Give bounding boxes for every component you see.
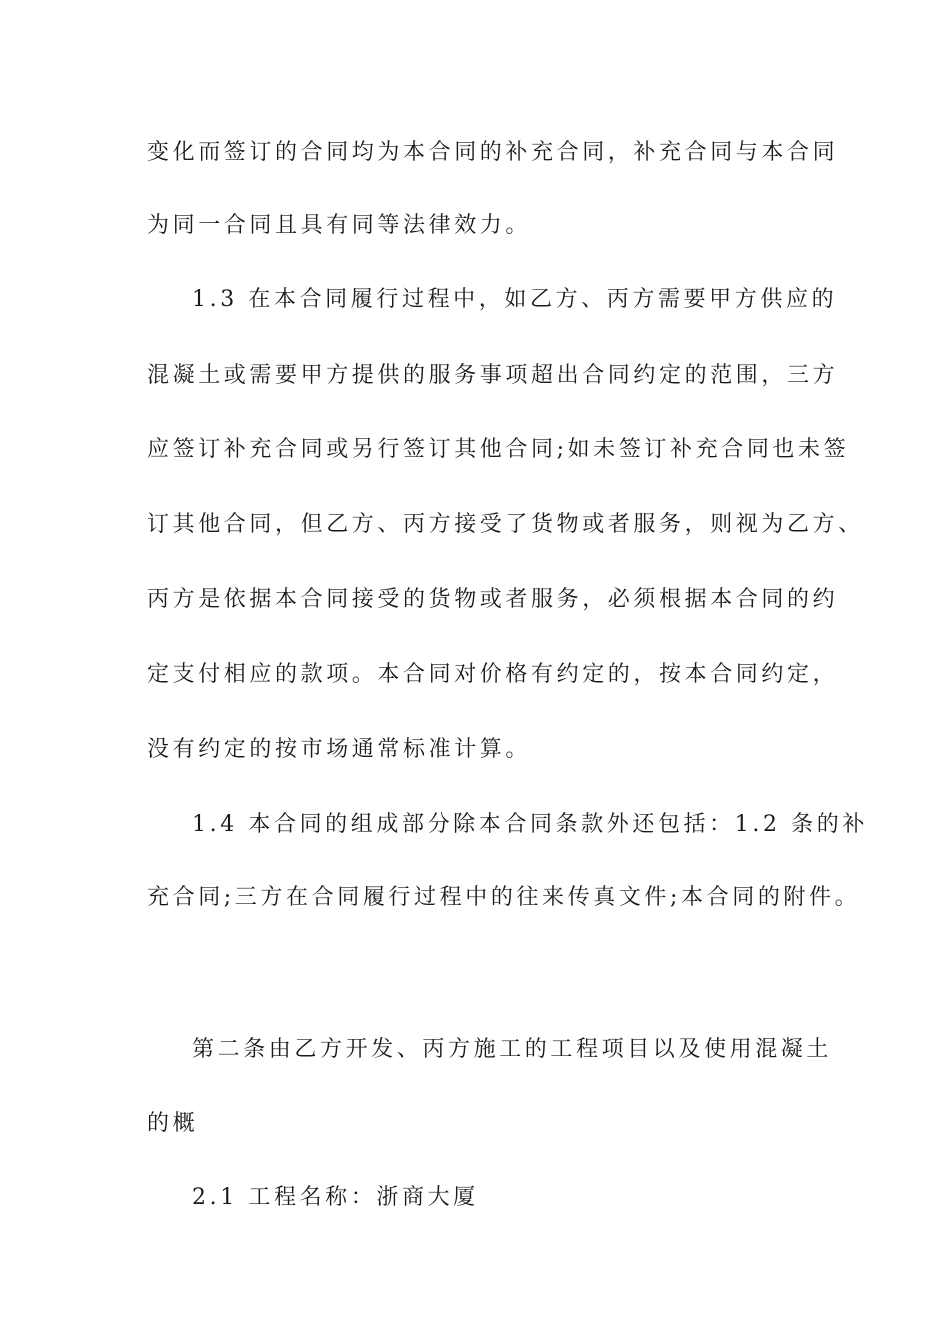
text-line: 定支付相应的款项。本合同对价格有约定的，按本合同约定， bbox=[147, 662, 839, 687]
text-line: 订其他合同，但乙方、丙方接受了货物或者服务，则视为乙方、 bbox=[147, 512, 864, 537]
section-heading-continued: 的概 bbox=[147, 1111, 199, 1136]
text-line: 混凝土或需要甲方提供的服务事项超出合同约定的范围，三方 bbox=[147, 363, 839, 388]
text-line: 1.4 本合同的组成部分除本合同条款外还包括：1.2 条的补 bbox=[192, 812, 868, 837]
text-line: 2.1 工程名称：浙商大厦 bbox=[192, 1185, 479, 1210]
text-line: 没有约定的按市场通常标准计算。 bbox=[147, 737, 532, 762]
text-line: 应签订补充合同或另行签订其他合同;如未签订补充合同也未签 bbox=[147, 437, 850, 462]
text-line: 为同一合同且具有同等法律效力。 bbox=[147, 213, 532, 238]
text-line: 变化而签订的合同均为本合同的补充合同，补充合同与本合同 bbox=[147, 140, 839, 165]
text-line: 充合同;三方在合同履行过程中的往来传真文件;本合同的附件。 bbox=[147, 885, 861, 910]
text-line: 1.3 在本合同履行过程中，如乙方、丙方需要甲方供应的 bbox=[192, 287, 838, 312]
text-line: 丙方是依据本合同接受的货物或者服务，必须根据本合同的约 bbox=[147, 587, 839, 612]
section-heading: 第二条由乙方开发、丙方施工的工程项目以及使用混凝土 bbox=[192, 1037, 833, 1062]
